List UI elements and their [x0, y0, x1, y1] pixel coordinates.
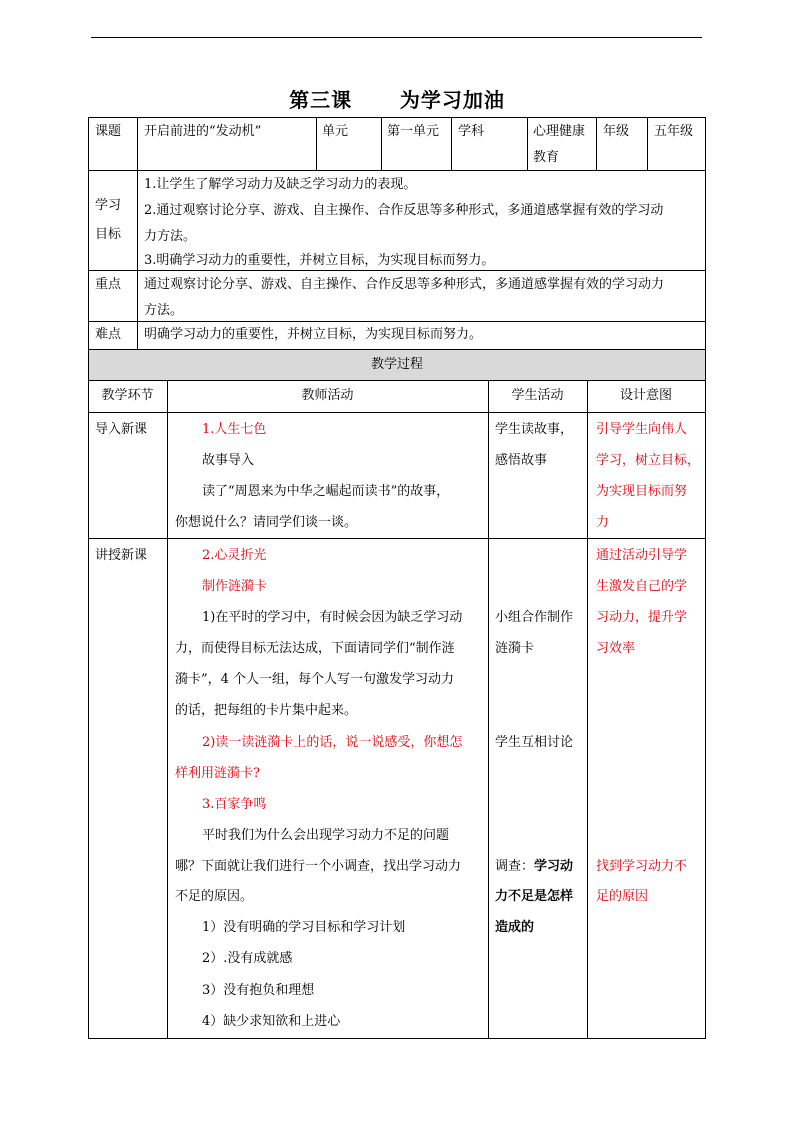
objective-line: 2.通过观察讨论分享、游戏、自主操作、合作反思等多种形式，多通道感掌握有效的学习动: [144, 203, 664, 218]
teach-teacher-line: 力，而使得目标无法达成，下面请同学们“制作涟: [175, 641, 455, 656]
subject-label: 学科: [458, 124, 485, 139]
subject-value-line-2: 教育: [533, 150, 560, 165]
teach-teacher-line: 2)读一读涟漪卡上的话，说一说感受，你想怎: [202, 735, 463, 750]
teach-student-bold: 学习动: [534, 859, 574, 874]
intro-intent-line: 为实现目标而努: [596, 484, 688, 499]
objective-line: 1.让学生了解学习动力及缺乏学习动力的表现。: [144, 177, 417, 192]
teach-student-line: 小组合作制作: [495, 610, 574, 625]
teach-intent-line: 生激发自己的学: [596, 579, 688, 594]
objective-line: 力方法。: [144, 229, 197, 244]
process-header: 教学过程: [370, 357, 423, 372]
intro-stage: 导入新课: [95, 422, 148, 437]
teach-teacher-line: 平时我们为什么会出现学习动力不足的问题: [202, 828, 450, 843]
intro-student-line: 学生读故事，: [495, 422, 574, 437]
teach-student-prefix: 调查：: [495, 859, 535, 874]
teach-teacher-heading: 2.心灵折光: [202, 548, 267, 563]
intro-student-line: 感悟故事: [495, 453, 548, 468]
header-rule: [91, 37, 702, 38]
intro-intent-line: 力: [596, 515, 610, 530]
difficulty-label: 难点: [95, 327, 122, 342]
topic-value: 开启前进的“发动机”: [144, 124, 262, 139]
teach-teacher-line: 样利用涟漪卡?: [175, 766, 260, 781]
teach-student-line: 学生互相讨论: [495, 735, 574, 750]
intro-intent-line: 引导学生向伟人: [596, 422, 688, 437]
column-header-student: 学生活动: [511, 388, 564, 403]
teach-teacher-line: 漪卡”，4 个人一组，每个人写一句激发学习动力: [175, 672, 455, 687]
intro-teacher-line: 你想说什么？请同学们谈一谈。: [175, 515, 358, 530]
teach-student-line: 涟漪卡: [495, 641, 535, 656]
objectives-label-2: 目标: [95, 227, 122, 242]
teach-intent-line: 习效率: [596, 641, 636, 656]
teach-intent-line: 通过活动引导学: [596, 548, 688, 563]
teach-intent-line: 习动力，提升学: [596, 610, 688, 625]
teach-intent-line: 足的原因: [596, 889, 649, 904]
teach-teacher-subheading: 制作涟漪卡: [202, 579, 268, 594]
key-point-line: 方法。: [144, 303, 184, 318]
column-header-teacher: 教师活动: [301, 388, 354, 403]
teach-teacher-line: 2）.没有成就感: [202, 951, 293, 966]
intro-teacher-line: 读了“周恩来为中华之崛起而读书”的故事，: [202, 484, 450, 499]
teach-teacher-line: 的话，把每组的卡片集中起来。: [175, 703, 358, 718]
teach-teacher-line: 4）缺少求知欲和上进心: [202, 1014, 341, 1029]
unit-label: 单元: [322, 124, 349, 139]
objective-line: 3.明确学习动力的重要性，并树立目标，为实现目标而努力。: [144, 253, 495, 268]
teach-teacher-heading: 3.百家争鸣: [202, 797, 267, 812]
objectives-label-1: 学习: [95, 198, 122, 213]
teach-student-bold: 力不足是怎样: [495, 889, 574, 904]
intro-teacher-heading: 1.人生七色: [202, 422, 267, 437]
intro-teacher-line: 故事导入: [202, 453, 255, 468]
teach-teacher-line: 哪？下面就让我们进行一个小调查，找出学习动力: [175, 859, 462, 874]
grade-value: 五年级: [654, 124, 694, 139]
teach-teacher-line: 1）没有明确的学习目标和学习计划: [202, 920, 406, 935]
grade-label: 年级: [603, 124, 630, 139]
column-header-stage: 教学环节: [101, 388, 154, 403]
teach-teacher-line: 不足的原因。: [175, 889, 254, 904]
teach-teacher-line: 3）没有抱负和理想: [202, 983, 315, 998]
intro-intent-line: 学习，树立目标，: [596, 453, 701, 468]
unit-value: 第一单元: [387, 124, 440, 139]
topic-label: 课题: [95, 124, 122, 139]
key-point-label: 重点: [95, 277, 122, 292]
subject-value-line-1: 心理健康: [533, 124, 586, 139]
teach-student-line: [495, 852, 573, 882]
teach-stage: 讲授新课: [95, 548, 148, 563]
page-title: 第三课 为学习加油: [289, 88, 505, 112]
column-header-intent: 设计意图: [619, 388, 672, 403]
teach-teacher-line: 1)在平时的学习中，有时候会因为缺乏学习动: [202, 610, 463, 625]
teach-intent-line: 找到学习动力不: [596, 859, 688, 874]
teach-student-bold: 造成的: [495, 920, 535, 935]
difficulty-text: 明确学习动力的重要性，并树立目标，为实现目标而努力。: [144, 327, 483, 342]
key-point-line: 通过观察讨论分享、游戏、自主操作、合作反思等多种形式，多通道感掌握有效的学习动力: [144, 277, 665, 292]
